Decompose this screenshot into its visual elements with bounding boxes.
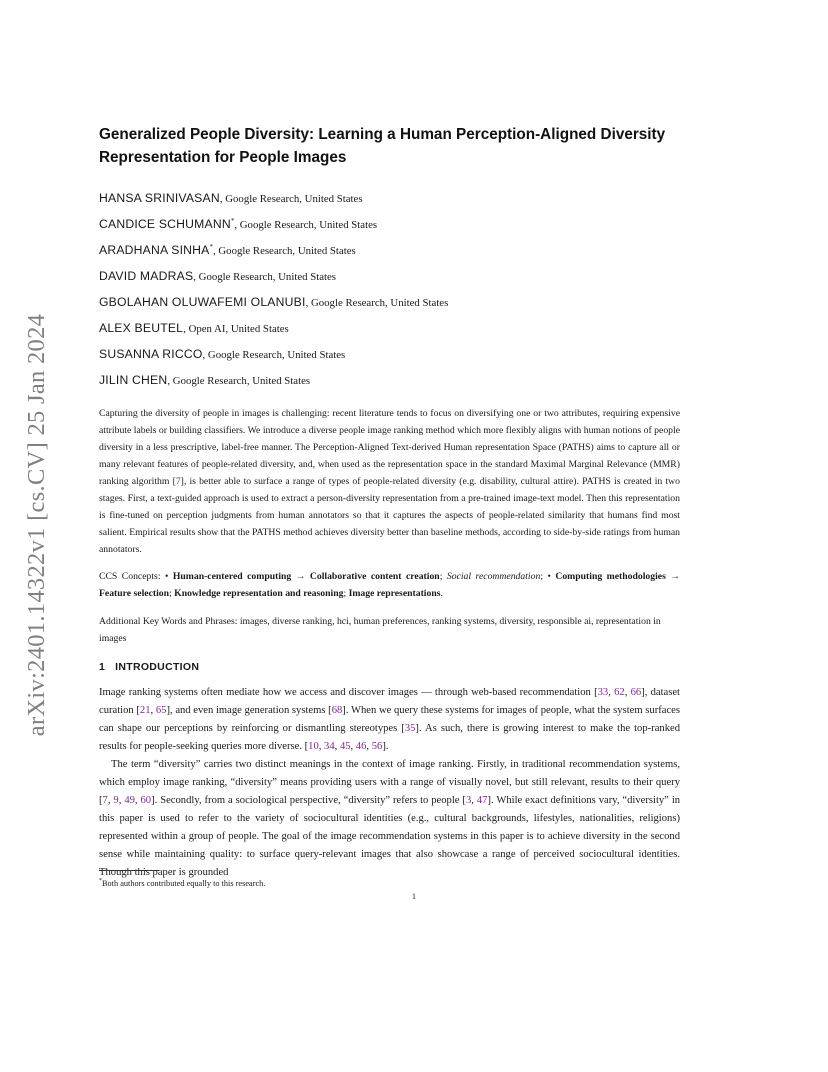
author-name: DAVID MADRAS bbox=[99, 269, 194, 283]
body-text: , bbox=[471, 795, 477, 807]
body-text: Image ranking systems often mediate how we access and discover images — through web-based recommendation [ bbox=[99, 687, 598, 698]
section-number: 1 bbox=[99, 661, 106, 673]
footnote-rule bbox=[99, 870, 159, 871]
author-affiliation: , Google Research, United States bbox=[167, 375, 311, 387]
body-text: , bbox=[334, 741, 340, 753]
body-text: The term “diversity” carries two distinct meanings in the context of image ranking. Firstly, in traditional recommendation systems, which employ image ranking, “diversity” means providing users with a range of visually novel, but still relevant, results to their query [ bbox=[99, 759, 680, 807]
ccs-separator: ; bbox=[169, 588, 175, 599]
body-text: ]. When we query these systems for images of people, what the system surfaces can shape our perceptions by reinforcing or dismantling stereotypes [ bbox=[99, 705, 680, 735]
body-text: , bbox=[118, 795, 125, 807]
citation-link[interactable]: 34 bbox=[324, 741, 335, 753]
footnote bbox=[99, 875, 265, 890]
body-text: , bbox=[350, 741, 356, 753]
section-heading bbox=[99, 659, 680, 675]
section-body bbox=[99, 684, 680, 883]
author-name: CANDICE SCHUMANN bbox=[99, 217, 231, 231]
body-text: , bbox=[107, 795, 114, 807]
author-affiliation: , Google Research, United States bbox=[193, 271, 337, 283]
citation-link[interactable]: 35 bbox=[404, 723, 416, 735]
body-text: , bbox=[624, 687, 631, 698]
citation-link[interactable]: 7 bbox=[175, 476, 181, 487]
author-name: GBOLAHAN OLUWAFEMI OLANUBI bbox=[99, 295, 306, 309]
author-affiliation: , Open AI, United States bbox=[183, 323, 289, 335]
body-text: ]. As such, there is growing interest to make the top-ranked results for people-seeking queries more diverse. [ bbox=[99, 723, 680, 753]
author-name: ALEX BEUTEL bbox=[99, 321, 184, 335]
abstract-text: ], is better able to surface a range of types of people-related diversity (e.g. disability, cultural attire). PATHS is created in two stages. First, a text-guided approach is used to extract a person-diversity representation from a pre-trained image-text model. Then this representation is fine-tuned on perception judgments from human annotators so that it captures the aspects of people-related similarity that humans find most salient. Empirical results show that the PATHS method achieves diversity better than baseline methods, according to side-by-side ratings from human annotators. bbox=[99, 476, 680, 555]
ccs-label: CCS Concepts: • bbox=[99, 571, 173, 582]
body-text: ], dataset curation [ bbox=[99, 687, 680, 717]
body-text: ]. While exact definitions vary, “diversity” in this paper is used to refer to the variety of sociocultural identities (e.g., cultural backgrounds, lifestyles, nationalities, religions) represented within a group of people. The goal of the image recommendation systems in this paper is to achieve diversity in the second sense while maintaining quality: to surface query-relevant images that also showcase a range of perceived sociocultural identities. Though this paper is grounded bbox=[99, 795, 681, 879]
citation-link[interactable]: 60 bbox=[140, 795, 152, 807]
body-text: , bbox=[366, 741, 372, 753]
author-entry bbox=[99, 184, 680, 210]
author-name: HANSA SRINIVASAN bbox=[99, 191, 220, 205]
author-entry bbox=[99, 210, 680, 236]
ccs-separator: ; bbox=[343, 588, 349, 599]
citation-link[interactable]: 46 bbox=[355, 741, 367, 753]
ccs-separator: . bbox=[440, 588, 443, 599]
ccs-concept: Social recommendation bbox=[446, 571, 541, 582]
page-number: 1 bbox=[411, 892, 417, 901]
citation-link[interactable]: 45 bbox=[339, 741, 351, 753]
citation-link[interactable]: 10 bbox=[308, 741, 319, 753]
citation-link[interactable]: 9 bbox=[113, 795, 119, 807]
citation-link[interactable]: 3 bbox=[465, 795, 472, 807]
footnote-mark: * bbox=[99, 878, 102, 884]
keywords: Additional Key Words and Phrases: images, diverse ranking, hci, human preferences, ranking systems, diversity, responsible ai, representation in images bbox=[99, 616, 661, 644]
ccs-concepts bbox=[99, 568, 680, 602]
ccs-separator: ; bbox=[439, 571, 447, 582]
author-affiliation: , Google Research, United States bbox=[305, 297, 449, 309]
author-entry bbox=[99, 366, 680, 392]
author-mark: * bbox=[230, 217, 235, 225]
author-affiliation: , Google Research, United States bbox=[212, 245, 356, 257]
author-name: SUSANNA RICCO bbox=[99, 347, 203, 361]
citation-link[interactable]: 49 bbox=[124, 795, 135, 807]
ccs-concept: Human-centered computing → Collaborative content creation bbox=[172, 571, 440, 582]
body-text: , bbox=[134, 795, 141, 807]
body-text: ]. bbox=[382, 741, 389, 753]
ccs-concept: Image representations bbox=[348, 588, 441, 599]
author-entry bbox=[99, 262, 680, 288]
ccs-concept: Knowledge representation and reasoning bbox=[174, 588, 344, 599]
section-title: INTRODUCTION bbox=[115, 661, 200, 673]
footnote-text: Both authors contributed equally to this research. bbox=[102, 878, 266, 888]
citation-link[interactable]: 33 bbox=[597, 687, 609, 698]
citation-link[interactable]: 7 bbox=[102, 795, 108, 807]
author-entry bbox=[99, 314, 680, 340]
body-paragraph bbox=[99, 756, 680, 882]
body-text: , bbox=[318, 741, 325, 753]
body-text: ]. Secondly, from a sociological perspective, “diversity” refers to people [ bbox=[151, 795, 466, 807]
author-affiliation: , Google Research, United States bbox=[202, 349, 346, 361]
citation-link[interactable]: 68 bbox=[331, 705, 343, 717]
author-affiliation: , Google Research, United States bbox=[219, 193, 363, 205]
body-text: ], and even image generation systems [ bbox=[166, 705, 332, 717]
citation-link[interactable]: 56 bbox=[371, 741, 383, 753]
citation-link[interactable]: 66 bbox=[630, 687, 642, 698]
body-text: , bbox=[150, 705, 156, 717]
author-affiliation: , Google Research, United States bbox=[234, 219, 378, 231]
paper-page bbox=[99, 124, 680, 883]
ccs-separator: ; • bbox=[540, 571, 556, 582]
author-name: ARADHANA SINHA bbox=[99, 243, 210, 257]
citation-link[interactable]: 62 bbox=[614, 687, 625, 698]
author-name: JILIN CHEN bbox=[99, 373, 168, 387]
body-text: , bbox=[608, 687, 615, 698]
citation-link[interactable]: 65 bbox=[155, 705, 167, 717]
citation-link[interactable]: 21 bbox=[139, 705, 151, 717]
arxiv-identifier-text: arXiv:2401.14322v1 [cs.CV] 25 Jan 2024 bbox=[23, 313, 50, 737]
author-entry bbox=[99, 340, 680, 366]
abstract-text: Capturing the diversity of people in images is challenging: recent literature tends to focus on diversifying one or two attributes, requiring expensive attribute labels or building classifiers. We introduce a diverse people image ranking method which more flexibly aligns with human notions of people diversity in a less prescriptive, label-free manner. The Perception-Aligned Text-derived Human representation Space (PATHS) aims to capture all or many relevant features of people-related diversity, and, when used as the representation space in the standard Maximal Marginal Relevance (MMR) ranking algorithm [ bbox=[99, 408, 680, 487]
author-entry bbox=[99, 288, 680, 314]
citation-link[interactable]: 47 bbox=[476, 795, 488, 807]
author-mark: * bbox=[209, 243, 213, 251]
arxiv-identifier bbox=[22, 290, 52, 760]
paper-title: Generalized People Diversity: Learning a Human Perception-Aligned Diversity Representation for People Images bbox=[99, 126, 666, 166]
author-entry bbox=[99, 236, 680, 262]
abstract bbox=[99, 405, 680, 558]
body-paragraph bbox=[99, 684, 680, 756]
ccs-concept: Computing methodologies → Feature selection bbox=[99, 571, 680, 599]
author-list bbox=[99, 184, 680, 392]
